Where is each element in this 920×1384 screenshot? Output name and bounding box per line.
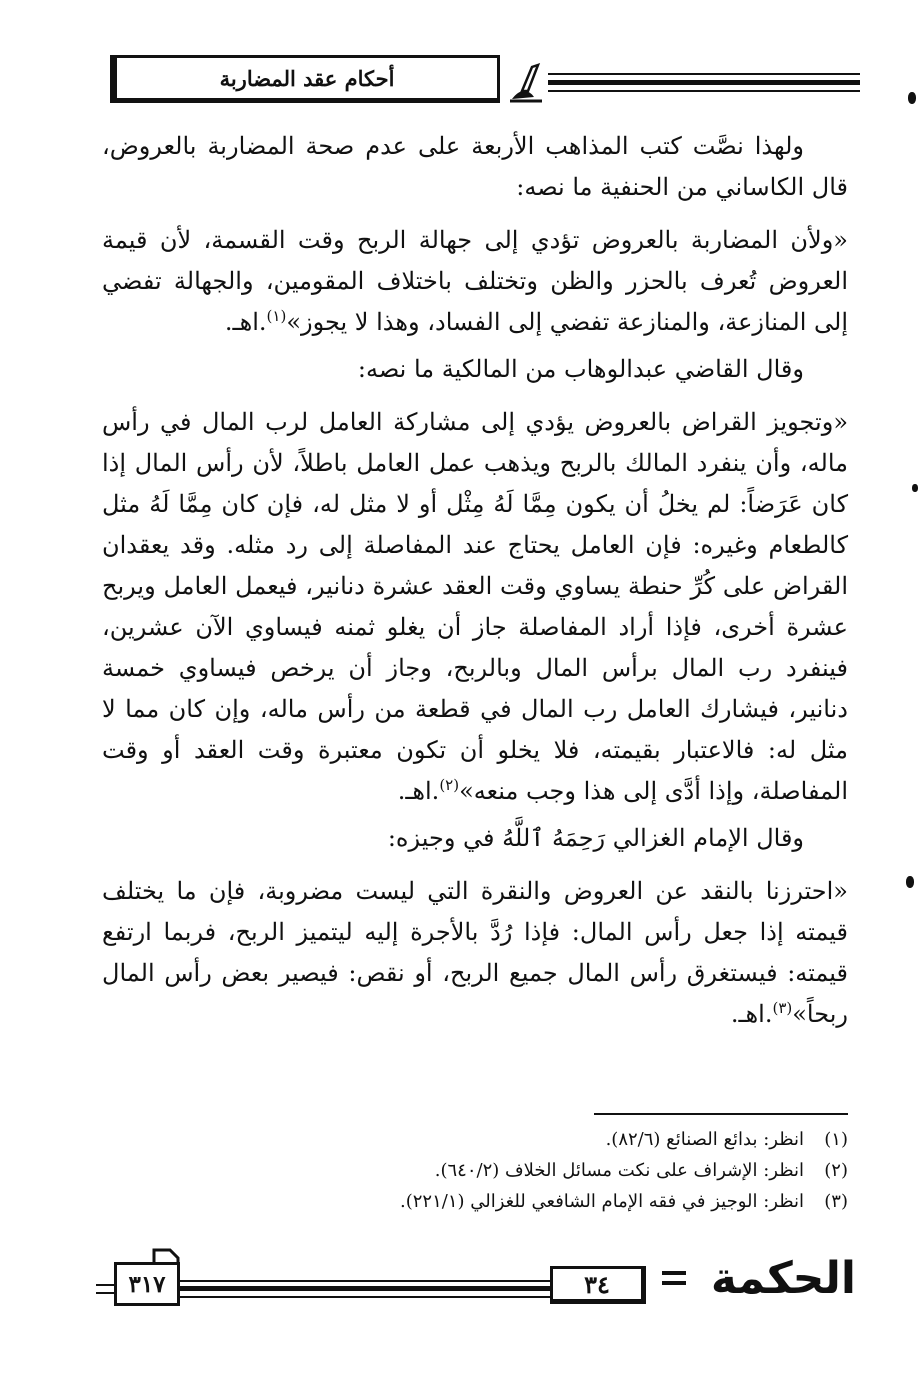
main-text: [102, 126, 848, 1035]
quotation: «احترزنا بالنقد عن العروض والنقرة التي ليست مضروبة، فإن ما يختلف قيمته إذا جعل رأس المال: فإذا رُدَّ بالأجرة إليه ليتميز الربح، فربما ارتفع قيمته: فيستغرق رأس المال جميع الربح، أو نقص: فيصير بعض رأس المال ربحاً»$^{(٣)}$.اهـ.: [102, 877, 848, 1028]
margin-mark: [906, 876, 914, 888]
page-number: ٣١٧: [114, 1262, 180, 1306]
footer-rule: [96, 1284, 114, 1286]
header-rule: [548, 73, 860, 75]
pen-icon: [508, 61, 544, 103]
paragraph: وقال القاضي عبدالوهاب من المالكية ما نصه:: [357, 355, 804, 383]
footnote: (٢)انظر: الإشراف على نكت مسائل الخلاف (٦٤٠/٢).: [434, 1160, 848, 1181]
chapter-title: أحكام عقد المضاربة: [110, 55, 500, 103]
running-header: [100, 55, 860, 111]
footer-rule: [180, 1296, 550, 1298]
footer-rule: [180, 1280, 550, 1282]
header-rule: [548, 90, 860, 92]
footnote-ref: (٢): [439, 776, 460, 794]
paragraph: وقال الإمام الغزالي رَحِمَهُ ٱللَّهُ في وجيزه:: [387, 824, 804, 852]
footnote: (١)انظر: بدائع الصنائع (٨٢/٦).: [605, 1129, 848, 1150]
footnotes: [200, 1124, 848, 1217]
footnote: (٣)انظر: الوجيز في فقه الإمام الشافعي للغزالي (٢٢١/١).: [400, 1191, 848, 1212]
footer-rule: [96, 1292, 114, 1294]
footer-rule: [180, 1286, 550, 1291]
paragraph: ولهذا نصَّت كتب المذاهب الأربعة على عدم صحة المضاربة بالعروض، قال الكاساني من الحنفية ما نصه:: [102, 132, 848, 201]
journal-logo: الحكمة: [710, 1253, 856, 1304]
margin-mark: [908, 92, 916, 104]
quotation: «ولأن المضاربة بالعروض تؤدي إلى جهالة الربح وقت القسمة، لأن قيمة العروض تُعرف بالحزر والظن وتختلف باختلاف المقومين، والجهالة تفضي إلى المنازعة، والمنازعة تفضي إلى الفساد، وهذا لا يجوز»$^{(١)}$.اهـ.: [102, 226, 848, 336]
header-rule: [548, 80, 860, 85]
page-footer: [96, 1240, 856, 1310]
footnote-separator: [594, 1113, 848, 1115]
footnote-ref: (٣): [772, 999, 793, 1017]
equals-sign: [662, 1271, 686, 1291]
quotation: «وتجويز القراض بالعروض يؤدي إلى مشاركة العامل لرب المال في رأس ماله، وأن ينفرد المالك بالربح ويذهب عمل العامل باطلاً، لأن رأس المال إذا كان عَرَضاً: لم يخلُ أن يكون مِمَّا لَهُ مِثْل أو لا مثل له، فإن كان مِمَّا لَهُ مثل كالطعام وغيره: فإن العامل يحتاج عند المفاصلة إلى رد مثله. وقد يعقدان القراض على كُرِّ حنطة يساوي وقت العقد عشرة دنانير، فيعمل العامل ويربح عشرة أخرى، فإذا أراد المفاصلة جاز أن يغلو ثمنه فيساوي الآن عشرين، فينفرد رب المال برأس المال وبالربح، وجاز أن يرخص فيساوي خمسة دنانير، فيشارك العامل رب المال في قطعة من رأس ماله، وإن كان مما لا مثل له: فالاعتبار بقيمته، فلا يخلو أن تكون معتبرة وقت العقد أو وقت المفاصلة، وإذا أدَّى إلى هذا وجب منعه»$^{(٢)}$.اهـ.: [102, 408, 849, 805]
footnote-ref: (١): [266, 307, 287, 325]
margin-mark: [912, 484, 918, 492]
issue-number: ٣٤: [550, 1266, 646, 1304]
